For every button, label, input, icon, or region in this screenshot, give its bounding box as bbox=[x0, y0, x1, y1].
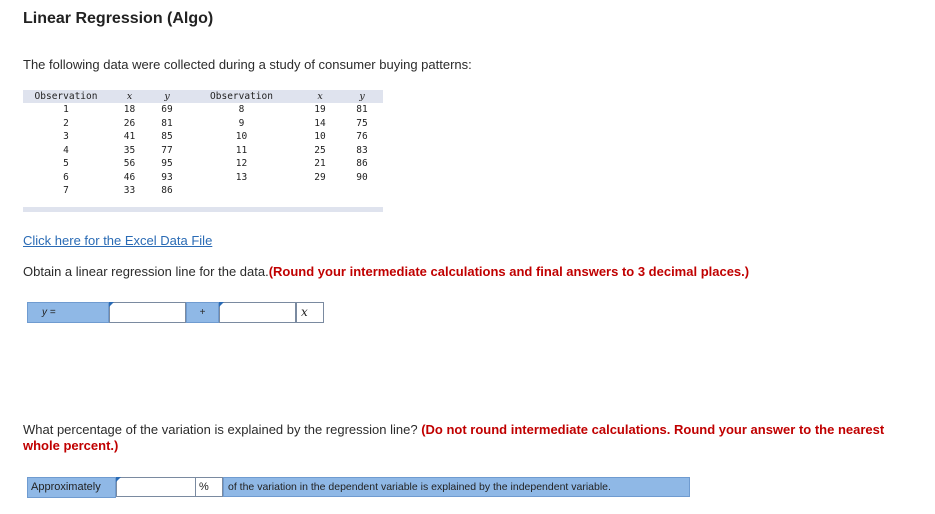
table-cell: 21 bbox=[314, 158, 326, 170]
excel-data-link[interactable]: Click here for the Excel Data File bbox=[23, 233, 213, 248]
table-cell: 10 bbox=[314, 131, 326, 143]
table-cell bbox=[299, 184, 341, 198]
table-cell: 18 bbox=[123, 104, 136, 116]
table-cell: 76 bbox=[356, 131, 368, 143]
table-cell: 90 bbox=[356, 171, 368, 183]
intercept-input[interactable] bbox=[109, 302, 186, 323]
slope-input[interactable] bbox=[219, 302, 296, 323]
table-cell: 93 bbox=[161, 171, 173, 183]
table-cell: 86 bbox=[356, 158, 368, 170]
header-y-2: y bbox=[359, 91, 365, 102]
intro-text: The following data were collected during a study of consumer buying patterns: bbox=[23, 57, 472, 72]
table-cell: 14 bbox=[314, 117, 326, 129]
table-cell: 25 bbox=[314, 144, 326, 156]
question-1 bbox=[23, 264, 749, 279]
table-row bbox=[23, 184, 383, 198]
required-marker-icon bbox=[116, 477, 121, 482]
table-cell: 7 bbox=[63, 185, 69, 197]
percent-sign: % bbox=[196, 477, 223, 497]
header-x: x bbox=[126, 91, 133, 102]
table-cell: 95 bbox=[161, 158, 173, 170]
table-cell: 1 bbox=[63, 104, 69, 116]
table-cell bbox=[184, 184, 299, 198]
table-row bbox=[23, 171, 383, 185]
table-row bbox=[23, 103, 383, 117]
table-cell: 46 bbox=[123, 171, 136, 183]
table-footer-bar bbox=[23, 207, 383, 212]
plus-sign: + bbox=[186, 302, 219, 323]
table-cell: 5 bbox=[63, 158, 69, 170]
table-cell: 85 bbox=[161, 131, 173, 143]
percent-input[interactable] bbox=[116, 477, 196, 497]
page-title: Linear Regression (Algo) bbox=[23, 10, 214, 27]
table-cell: 4 bbox=[63, 144, 69, 156]
question-1-instruction: (Round your intermediate calculations and final answers to 3 decimal places.) bbox=[268, 264, 750, 279]
header-y: y bbox=[164, 91, 170, 102]
table-cell: 10 bbox=[235, 131, 248, 143]
table-cell: 81 bbox=[161, 117, 173, 129]
table-cell: 9 bbox=[238, 117, 245, 129]
table-cell: 86 bbox=[161, 185, 173, 197]
table-cell: 3 bbox=[63, 131, 69, 143]
question-2-instruction: (Do not round intermediate calculations. Round your answer to the nearest whole percent.) bbox=[23, 422, 885, 453]
y-equals-label: y = bbox=[27, 302, 109, 323]
approximately-label: Approximately bbox=[27, 477, 116, 498]
header-observation: Observation bbox=[34, 91, 98, 102]
table-cell: 33 bbox=[123, 185, 136, 197]
table-cell: 12 bbox=[235, 158, 248, 170]
question-2 bbox=[23, 422, 903, 454]
x-variable-label: x bbox=[296, 302, 324, 323]
table-cell: 2 bbox=[63, 117, 69, 129]
table-cell: 77 bbox=[161, 144, 173, 156]
header-observation-2: Observation bbox=[210, 91, 273, 102]
table-cell: 75 bbox=[356, 117, 368, 129]
table-cell: 35 bbox=[123, 144, 136, 156]
table-cell: 6 bbox=[63, 171, 69, 183]
table-row bbox=[23, 130, 383, 144]
table-cell: 13 bbox=[235, 171, 248, 183]
table-cell: 26 bbox=[123, 117, 136, 129]
data-table bbox=[23, 90, 383, 198]
table-cell: 83 bbox=[356, 144, 368, 156]
table-cell: 56 bbox=[123, 158, 136, 170]
table-cell bbox=[341, 184, 383, 198]
table-cell: 29 bbox=[314, 171, 326, 183]
table-cell: 8 bbox=[238, 104, 245, 116]
table-header-row bbox=[23, 90, 383, 103]
table-cell: 69 bbox=[161, 104, 173, 116]
table-row bbox=[23, 157, 383, 171]
table-row bbox=[23, 117, 383, 131]
question-1-text: Obtain a linear regression line for the data. bbox=[23, 264, 269, 279]
table-cell: 19 bbox=[314, 104, 326, 116]
table-cell: 11 bbox=[235, 144, 248, 156]
table-row bbox=[23, 144, 383, 158]
required-marker-icon bbox=[219, 302, 224, 307]
table-cell: 81 bbox=[356, 104, 368, 116]
table-cell: 41 bbox=[123, 131, 136, 143]
required-marker-icon bbox=[109, 302, 114, 307]
header-x-2: x bbox=[317, 91, 323, 102]
question-2-text: What percentage of the variation is explained by the regression line? bbox=[23, 422, 422, 437]
explained-variation-label: of the variation in the dependent variable is explained by the independent variable. bbox=[223, 477, 690, 497]
